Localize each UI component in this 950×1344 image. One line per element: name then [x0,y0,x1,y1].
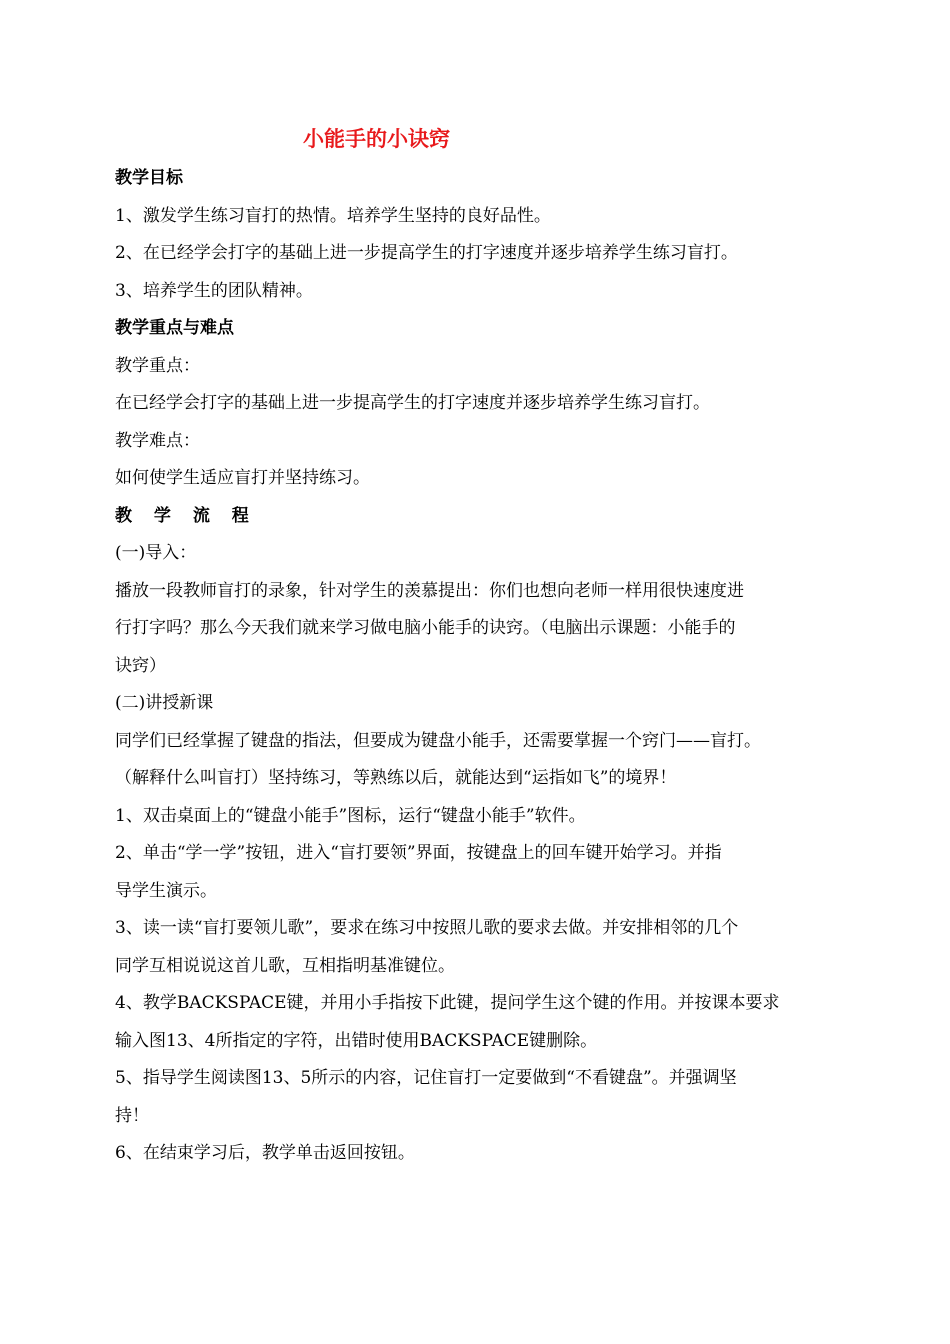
focus-label: 教学重点： [115,355,200,376]
objective-item: 1、激发学生练习盲打的热情。培养学生坚持的良好品性。 [115,205,551,226]
new-lesson-line: 3、读一读“盲打要领儿歌”，要求在练习中按照儿歌的要求去做。并安排相邻的几个 [115,918,739,938]
new-lesson-label: (二)讲授新课 [115,693,214,713]
difficulty-text: 如何使学生适应盲打并坚持练习。 [115,468,370,488]
new-lesson-line: 同学互相说说这首儿歌，互相指明基准键位。 [115,955,455,976]
process-heading: 教 学 流 程 [115,505,257,526]
key-points-heading: 教学重点与难点 [115,318,234,338]
new-lesson-line: 2、单击“学一学”按钮，进入“盲打要领”界面，按键盘上的回车键开始学习。并指 [115,843,722,863]
objective-item: 3、培养学生的团队精神。 [115,280,313,301]
intro-line: 行打字吗？那么今天我们就来学习做电脑小能手的诀窍。（电脑出示课题：小能手的 [115,618,736,638]
objectives-heading: 教学目标 [115,168,183,188]
new-lesson-line: 4、教学BACKSPACE键，并用小手指按下此键，提问学生这个键的作用。并按课本要求 [115,993,780,1013]
document-title: 小能手的小诀窍 [303,127,450,151]
new-lesson-line: 5、指导学生阅读图13、5所示的内容，记住盲打一定要做到“不看键盘”。并强调坚 [115,1068,737,1088]
new-lesson-line: （解释什么叫盲打）坚持练习，等熟练以后，就能达到“运指如飞”的境界！ [115,768,677,788]
document-body [115,160,845,1173]
focus-text: 在已经学会打字的基础上进一步提高学生的打字速度并逐步培养学生练习盲打。 [115,393,710,413]
objective-item: 2、在已经学会打字的基础上进一步提高学生的打字速度并逐步培养学生练习盲打。 [115,243,738,263]
new-lesson-line: 1、双击桌面上的“键盘小能手”图标，运行“键盘小能手”软件。 [115,805,586,826]
intro-line: 播放一段教师盲打的录象，针对学生的羡慕提出：你们也想向老师一样用很快速度进 [115,580,744,601]
new-lesson-line: 导学生演示。 [115,880,217,901]
difficulty-label: 教学难点： [115,430,200,451]
new-lesson-line: 同学们已经掌握了键盘的指法，但要成为键盘小能手，还需要掌握一个窍门——盲打。 [115,730,761,751]
new-lesson-line: 输入图13、4所指定的字符，出错时使用BACKSPACE键删除。 [115,1030,598,1051]
new-lesson-line: 6、在结束学习后，教学单击返回按钮。 [115,1143,415,1163]
new-lesson-line: 持！ [115,1105,149,1126]
intro-label: (一)导入： [115,543,197,563]
intro-line: 诀窍） [115,655,166,676]
